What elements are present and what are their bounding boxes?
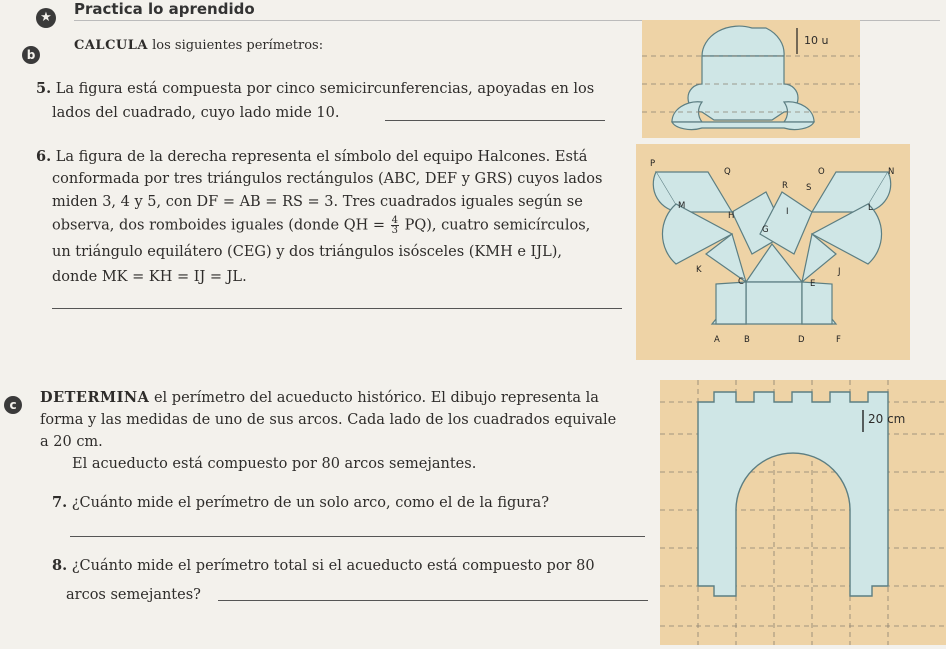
point-label-k: K — [696, 265, 702, 275]
page-title: Practica lo aprendido — [74, 0, 255, 18]
section-c-line3: a 20 cm. — [40, 434, 103, 450]
point-label-c: C — [738, 277, 744, 287]
section-c-line2: forma y las medidas de uno de sus arcos. Cada lado de los cuadrados equivale — [40, 412, 617, 428]
point-label-p: P — [650, 159, 656, 169]
question-6-line2: conformada por tres triángulos rectángulos (ABC, DEF y GRS) cuyos lados — [52, 171, 603, 187]
fraction-four-thirds: $\frac{4}{3}$ — [391, 215, 398, 236]
section-b-badge: b — [22, 46, 40, 64]
point-label-s: S — [806, 183, 812, 193]
point-label-g: G — [762, 225, 769, 235]
question-6-line5: un triángulo equilátero (CEG) y dos triángulos isósceles (KMH e IJL), — [52, 244, 562, 260]
figure-1-dimension-label: 10 u — [804, 34, 829, 47]
point-label-m: M — [678, 201, 686, 211]
halcones-symbol — [636, 144, 910, 360]
figure-3-panel — [660, 380, 946, 645]
section-b-keyword: CALCULA — [74, 38, 148, 53]
point-label-b: B — [744, 335, 750, 345]
question-6-line4: observa, dos romboides iguales (donde QH = $\frac{4}{3}$ PQ), cuatro semicírculos, — [52, 215, 591, 236]
answer-line-6[interactable] — [52, 308, 622, 309]
point-label-n: N — [888, 167, 895, 177]
point-label-i: I — [786, 207, 789, 217]
question-8: 8. ¿Cuánto mide el perímetro total si el acueducto está compuesto por 80 — [52, 557, 595, 574]
point-label-o: O — [818, 167, 825, 177]
answer-line-8[interactable] — [218, 600, 648, 601]
section-c-line4: El acueducto está compuesto por 80 arcos semejantes. — [72, 456, 477, 472]
answer-line-5[interactable] — [385, 120, 605, 121]
point-label-f: F — [836, 335, 841, 345]
star-icon: ★ — [36, 8, 56, 28]
figure-1-panel — [642, 20, 860, 138]
point-label-d: D — [798, 335, 805, 345]
figure-3-dimension-label: 20 cm — [868, 412, 906, 426]
question-7: 7. ¿Cuánto mide el perímetro de un solo arco, como el de la figura? — [52, 494, 549, 511]
question-6-line3: miden 3, 4 y 5, con DF = AB = RS = 3. Tres cuadrados iguales según se — [52, 194, 583, 210]
question-6: 6. La figura de la derecha representa el símbolo del equipo Halcones. Está — [36, 148, 588, 165]
point-label-e: E — [810, 279, 816, 289]
section-c-line1: DETERMINA el perímetro del acueducto histórico. El dibujo representa la — [40, 389, 599, 406]
point-label-j: J — [838, 267, 841, 277]
point-label-q: Q — [724, 167, 731, 177]
point-label-h: H — [728, 211, 735, 221]
answer-line-7[interactable] — [70, 536, 645, 537]
question-5-line2: lados del cuadrado, cuyo lado mide 10. — [52, 105, 340, 121]
point-label-a: A — [714, 335, 720, 345]
point-label-l: L — [868, 203, 873, 213]
point-label-r: R — [782, 181, 788, 191]
question-6-line6: donde MK = KH = IJ = JL. — [52, 269, 247, 285]
section-c-badge: c — [4, 396, 22, 414]
question-5: 5. La figura está compuesta por cinco semicircunferencias, apoyadas en los — [36, 80, 595, 97]
question-8-line2: arcos semejantes? — [66, 587, 201, 603]
section-c-keyword: DETERMINA — [40, 389, 150, 406]
section-b-instruction: CALCULA los siguientes perímetros: — [74, 38, 324, 53]
figure-2-panel — [636, 144, 910, 360]
